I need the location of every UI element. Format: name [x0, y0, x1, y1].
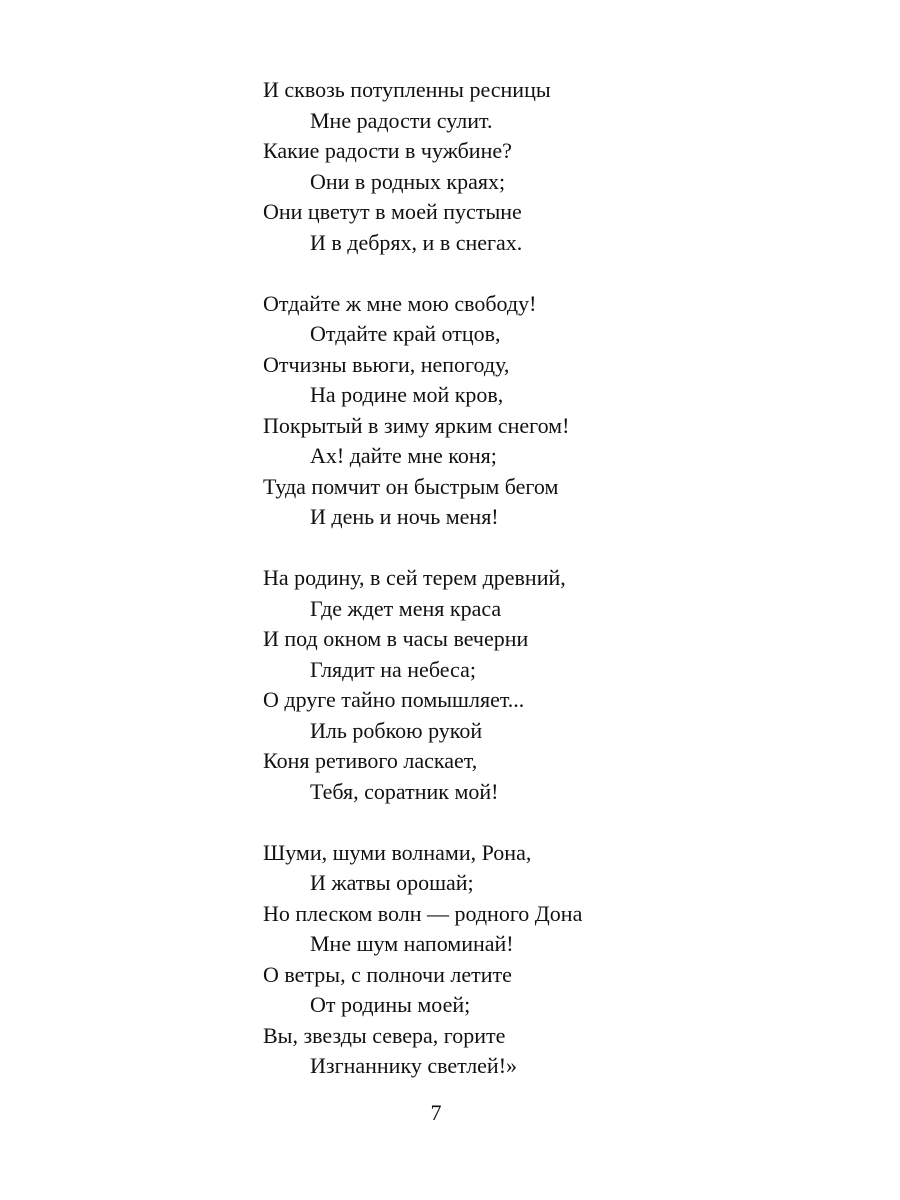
poem-line: Шуми, шуми волнами, Рона, — [263, 839, 532, 865]
poem-line: Иль робкою рукой — [310, 717, 483, 743]
poem-line: О ветры, с полночи летите — [263, 961, 512, 987]
poem-line: И в дебрях, и в снегах. — [310, 229, 523, 255]
poem-line: Где ждет меня краса — [310, 595, 502, 621]
poem-line: И под окном в часы вечерни — [263, 626, 529, 651]
poem-line: Отдайте ж мне мою свободу! — [263, 290, 537, 316]
poem-line: Они в родных краях; — [310, 168, 506, 194]
poem-line: Тебя, соратник мой! — [310, 778, 499, 804]
poem-line: И сквозь потупленны ресницы — [263, 77, 551, 102]
poem-line: Какие радости в чужбине? — [263, 138, 512, 163]
poem-line: Вы, звезды севера, горите — [263, 1022, 506, 1048]
stanza — [263, 838, 582, 1082]
poem — [263, 75, 582, 1112]
stanza — [263, 75, 582, 258]
poem-line: От родины моей; — [310, 992, 471, 1017]
poem-line: Глядит на небеса; — [310, 656, 476, 682]
poem-line: На родине мой кров, — [310, 382, 504, 407]
poem-line: И день и ночь меня! — [310, 504, 499, 529]
poem-line: На родину, в сей терем древний, — [263, 565, 566, 590]
stanza — [263, 289, 582, 533]
poem-line: Отдайте край отцов, — [310, 321, 501, 346]
poem-line: Мне радости сулит. — [310, 107, 493, 133]
poem-line: И жатвы орошай; — [310, 870, 474, 895]
poem-line: Покрытый в зиму ярким снегом! — [263, 412, 570, 438]
poem-line: Но плеском волн — родного Дона — [263, 900, 583, 926]
poem-line: Коня ретивого ласкает, — [263, 748, 478, 773]
stanza — [263, 563, 582, 807]
poem-line: О друге тайно помышляет... — [263, 687, 525, 712]
page-number: 7 — [430, 1100, 442, 1125]
poem-line: Мне шум напоминай! — [310, 931, 514, 956]
poem-line: Отчизны вьюги, непогоду, — [263, 351, 510, 377]
poem-line: Туда помчит он быстрым бегом — [263, 473, 559, 499]
poem-line: Ах! дайте мне коня; — [310, 443, 497, 468]
poem-line: Они цветут в моей пустыне — [263, 199, 522, 224]
poem-line: Изгнаннику светлей!» — [310, 1053, 518, 1078]
